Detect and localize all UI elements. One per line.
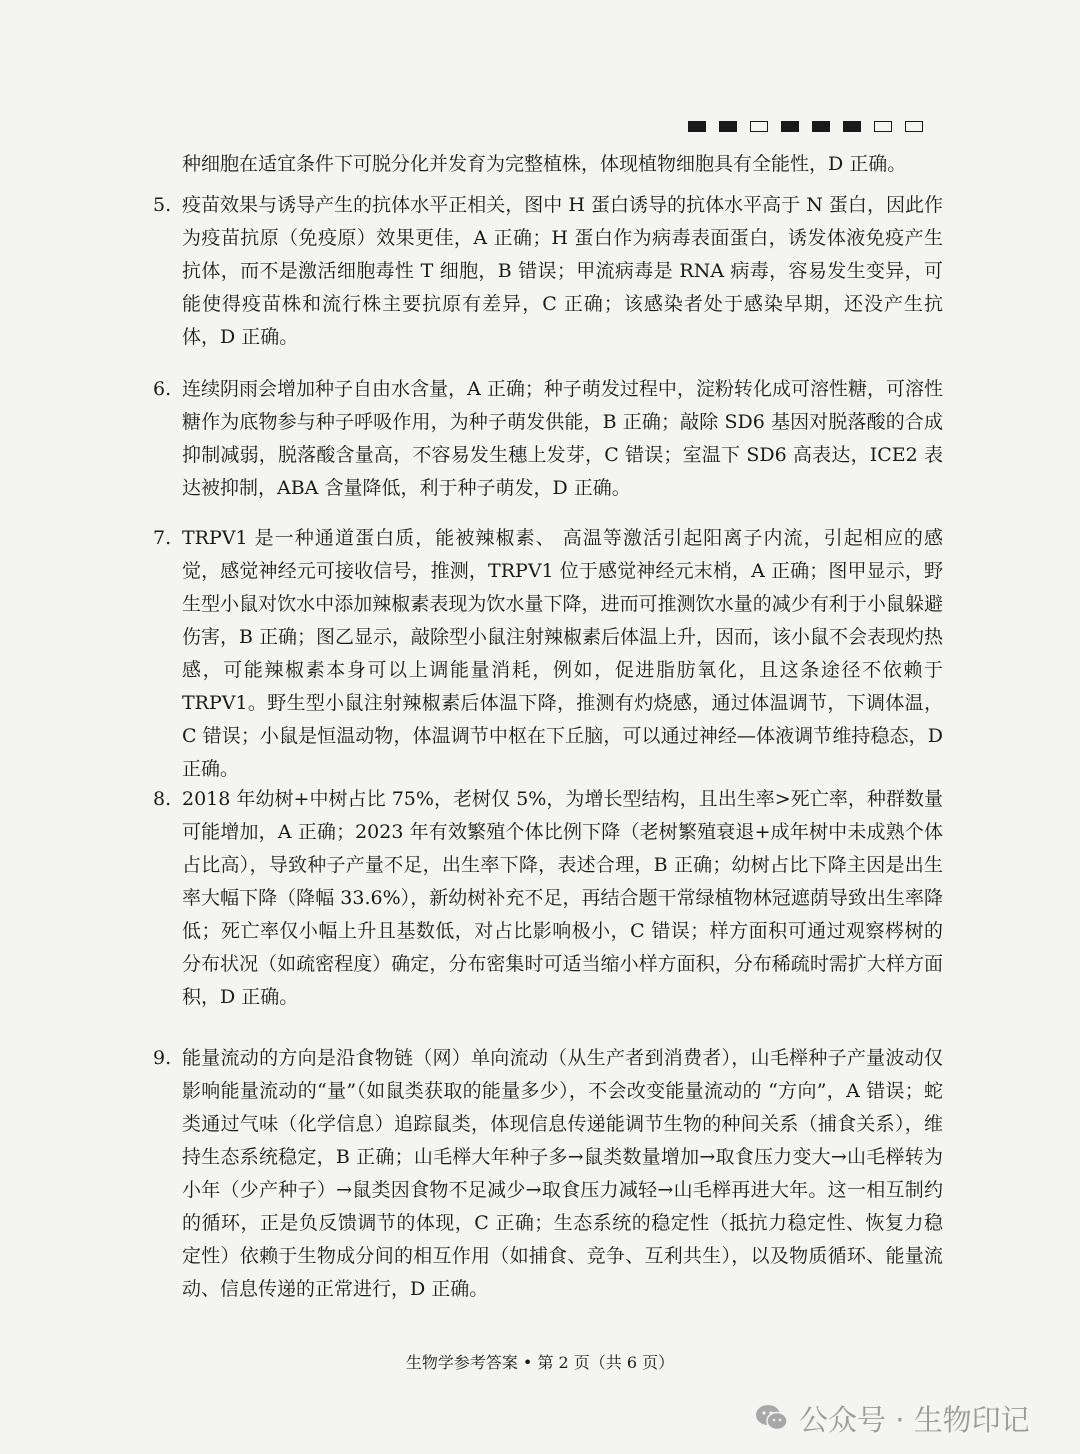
item-text: 能量流动的方向是沿食物链（网）单向流动（从生产者到消费者），山毛榉种子产量波动仅影响能量流动的“量”（如鼠类获取的能量多少），不会改变能量流动的 “方向”，A 错误；蛇类通过气味（化学信息）追踪鼠类，体现信息传递能调节生物的种间关系（捕食关系），维持生态系统稳定，B 正确；山毛榉大年种子多→鼠类数量增加→取食压力变大→山毛榉转为小年（少产种子）→鼠类因食物不足减少→取食压力减轻→山毛榉再进大年。这一相互制约的循环，正是负反馈调节的体现，C 正确；生态系统的稳定性（抵抗力稳定性、恢复力稳定性）依赖于生物成分间的相互作用（如捕食、竞争、互利共生），以及物质循环、能量流动、信息传递的正常进行，D 正确。 — [182, 1047, 943, 1300]
header-mark — [874, 121, 892, 132]
item-text: 连续阴雨会增加种子自由水含量，A 正确；种子萌发过程中，淀粉转化成可溶性糖，可溶性糖作为底物参与种子呼吸作用，为种子萌发供能，B 正确；敲除 SD6 基因对脱落酸的合成抑制减弱，脱落酸含量高，不容易发生穗上发芽，C 错误；室温下 SD6 高表达，ICE2 表达被抑制，ABA 含量降低，利于种子萌发，D 正确。 — [182, 378, 943, 499]
item-number: 9. — [153, 1047, 172, 1069]
header-mark — [688, 121, 706, 132]
header-mark — [719, 121, 737, 132]
header-marks — [688, 121, 923, 132]
header-mark — [781, 121, 799, 132]
header-mark — [905, 121, 923, 132]
item-number: 6. — [153, 378, 172, 400]
answer-item-8 — [153, 783, 943, 1014]
answer-item-9 — [153, 1042, 943, 1306]
page-footer: 生物学参考答案 • 第 2 页（共 6 页） — [405, 1353, 675, 1372]
item-number: 7. — [153, 527, 172, 549]
answer-item-6 — [153, 373, 943, 505]
item-number: 8. — [153, 788, 172, 810]
header-mark — [750, 121, 768, 132]
header-mark — [843, 121, 861, 132]
header-mark — [812, 121, 830, 132]
continued-paragraph: 种细胞在适宜条件下可脱分化并发育为完整植株，体现植物细胞具有全能性，D 正确。 — [182, 153, 907, 175]
wechat-icon — [755, 1403, 789, 1433]
item-text: 2018 年幼树+中树占比 75%，老树仅 5%，为增长型结构，且出生率>死亡率，种群数量可能增加，A 正确；2023 年有效繁殖个体比例下降（老树繁殖衰退+成年树中未成熟个体占比高），导致种子产量不足，出生率下降，表述合理，B 正确；幼树占比下降主因是出生率大幅下降（降幅 33.6%），新幼树补充不足，再结合题干常绿植物林冠遮荫导致出生率降低；死亡率仅小幅上升且基数低，对占比影响极小，C 错误；样方面积可通过观察梣树的分布状况（如疏密程度）确定，分布密集时可适当缩小样方面积，分布稀疏时需扩大样方面积，D 正确。 — [182, 788, 943, 1008]
answer-item-7 — [153, 522, 943, 786]
answer-item-5 — [153, 189, 943, 354]
item-text: 疫苗效果与诱导产生的抗体水平正相关，图中 H 蛋白诱导的抗体水平高于 N 蛋白，因此作为疫苗抗原（免疫原）效果更佳，A 正确；H 蛋白作为病毒表面蛋白，诱发体液免疫产生抗体，而不是激活细胞毒性 T 细胞，B 错误；甲流病毒是 RNA 病毒，容易发生变异，可能使得疫苗株和流行株主要抗原有差异，C 正确；该感染者处于感染早期，还没产生抗体，D 正确。 — [182, 194, 943, 348]
item-text: TRPV1 是一种通道蛋白质，能被辣椒素、 高温等激活引起阳离子内流，引起相应的感觉，感觉神经元可接收信号，推测，TRPV1 位于感觉神经元末梢，A 正确；图甲显示，野生型小鼠对饮水中添加辣椒素表现为饮水量下降，进而可推测饮水量的减少有利于小鼠躲避伤害，B 正确；图乙显示，敲除型小鼠注射辣椒素后体温上升，因而，该小鼠不会表现灼热感，可能辣椒素本身可以上调能量消耗，例如，促进脂肪氧化，且这条途径不依赖于 TRPV1。野生型小鼠注射辣椒素后体温下降，推测有灼烧感，通过体温调节，下调体温，C 错误；小鼠是恒温动物，体温调节中枢在下丘脑，可以通过神经—体液调节维持稳态，D 正确。 — [182, 527, 944, 780]
item-number: 5. — [153, 194, 172, 216]
watermark — [755, 1398, 1030, 1438]
watermark-text: 公众号 · 生物印记 — [799, 1402, 1030, 1437]
